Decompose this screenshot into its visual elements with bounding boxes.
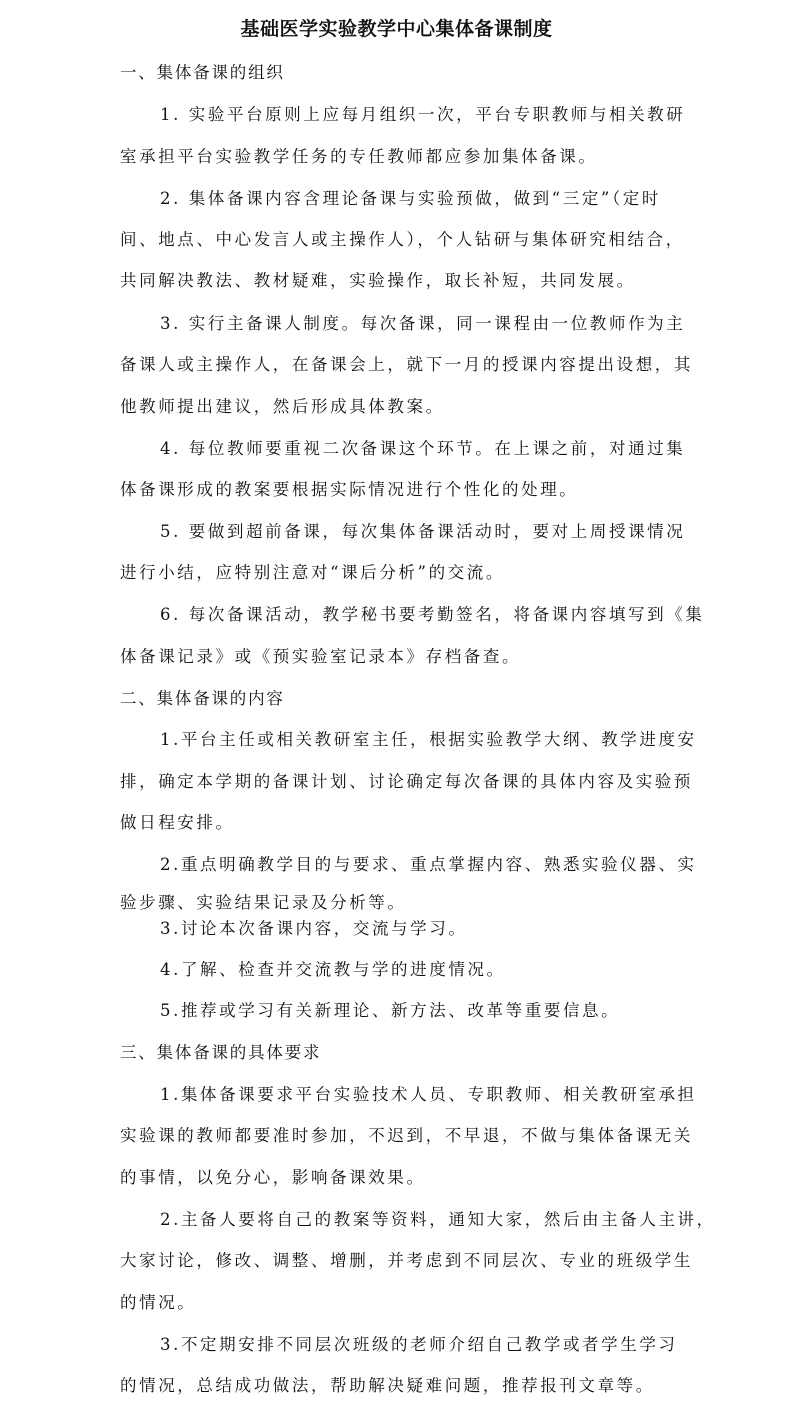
paragraph-line: 1. 实验平台原则上应每月组织一次，平台专职教师与相关教研 — [160, 105, 686, 124]
paragraph-line: 2.重点明确教学目的与要求、重点掌握内容、熟悉实验仪器、实 — [160, 855, 697, 874]
paragraph-line: 3.讨论本次备课内容，交流与学习。 — [160, 919, 468, 938]
paragraph-line: 的事情，以免分心，影响备课效果。 — [120, 1168, 426, 1187]
section-heading: 三、集体备课的具体要求 — [120, 1043, 322, 1062]
paragraph-line: 5. 要做到超前备课，每次集体备课活动时，要对上周授课情况 — [160, 522, 686, 541]
paragraph-line: 排，确定本学期的备课计划、讨论确定每次备课的具体内容及实验预 — [120, 772, 693, 791]
paragraph-line: 进行小结，应特别注意对“课后分析”的交流。 — [120, 563, 505, 582]
paragraph-line: 实验课的教师都要准时参加，不迟到，不早退，不做与集体备课无关 — [120, 1126, 693, 1145]
paragraph-line: 的情况。 — [120, 1293, 197, 1312]
paragraph-line: 3. 实行主备课人制度。每次备课，同一课程由一位教师作为主 — [160, 314, 686, 333]
paragraph-line: 间、地点、中心发言人或主操作人），个人钻研与集体研究相结合， — [120, 230, 685, 249]
paragraph-line: 2. 集体备课内容含理论备课与实验预做，做到“三定”（定时 — [160, 189, 662, 208]
paragraph-line: 2.主备人要将自己的教案等资料，通知大家，然后由主备人主讲， — [160, 1210, 716, 1229]
section-heading: 一、集体备课的组织 — [120, 63, 285, 82]
paragraph-line: 大家讨论，修改、调整、增删，并考虑到不同层次、专业的班级学生 — [120, 1251, 693, 1270]
paragraph-line: 体备课记录》或《预实验室记录本》存档备查。 — [120, 647, 522, 666]
paragraph-line: 4.了解、检查并交流教与学的进度情况。 — [160, 960, 506, 979]
paragraph-line: 5.推荐或学习有关新理论、新方法、改革等重要信息。 — [160, 1001, 621, 1020]
paragraph-line: 4. 每位教师要重视二次备课这个环节。在上课之前，对通过集 — [160, 439, 686, 458]
paragraph-line: 6. 每次备课活动，教学秘书要考勤签名，将备课内容填写到《集 — [160, 605, 705, 624]
paragraph-line: 1.平台主任或相关教研室主任，根据实验教学大纲、教学进度安 — [160, 730, 697, 749]
document-title: 基础医学实验教学中心集体备课制度 — [240, 18, 553, 40]
paragraph-line: 的情况，总结成功做法，帮助解决疑难问题，推荐报刊文章等。 — [120, 1376, 655, 1395]
paragraph-line: 做日程安排。 — [120, 813, 235, 832]
paragraph-line: 备课人或主操作人，在备课会上，就下一月的授课内容提出设想，其 — [120, 355, 693, 374]
paragraph-line: 验步骤、实验结果记录及分析等。 — [120, 893, 407, 912]
paragraph-line: 室承担平台实验教学任务的专任教师都应参加集体备课。 — [120, 147, 598, 166]
section-heading: 二、集体备课的内容 — [120, 689, 285, 708]
paragraph-line: 体备课形成的教案要根据实际情况进行个性化的处理。 — [120, 480, 579, 499]
paragraph-line: 1.集体备课要求平台实验技术人员、专职教师、相关教研室承担 — [160, 1085, 697, 1104]
paragraph-line: 共同解决教法、教材疑难，实验操作，取长补短，共同发展。 — [120, 271, 636, 290]
paragraph-line: 3.不定期安排不同层次班级的老师介绍自己教学或者学生学习 — [160, 1335, 678, 1354]
paragraph-line: 他教师提出建议，然后形成具体教案。 — [120, 397, 445, 416]
